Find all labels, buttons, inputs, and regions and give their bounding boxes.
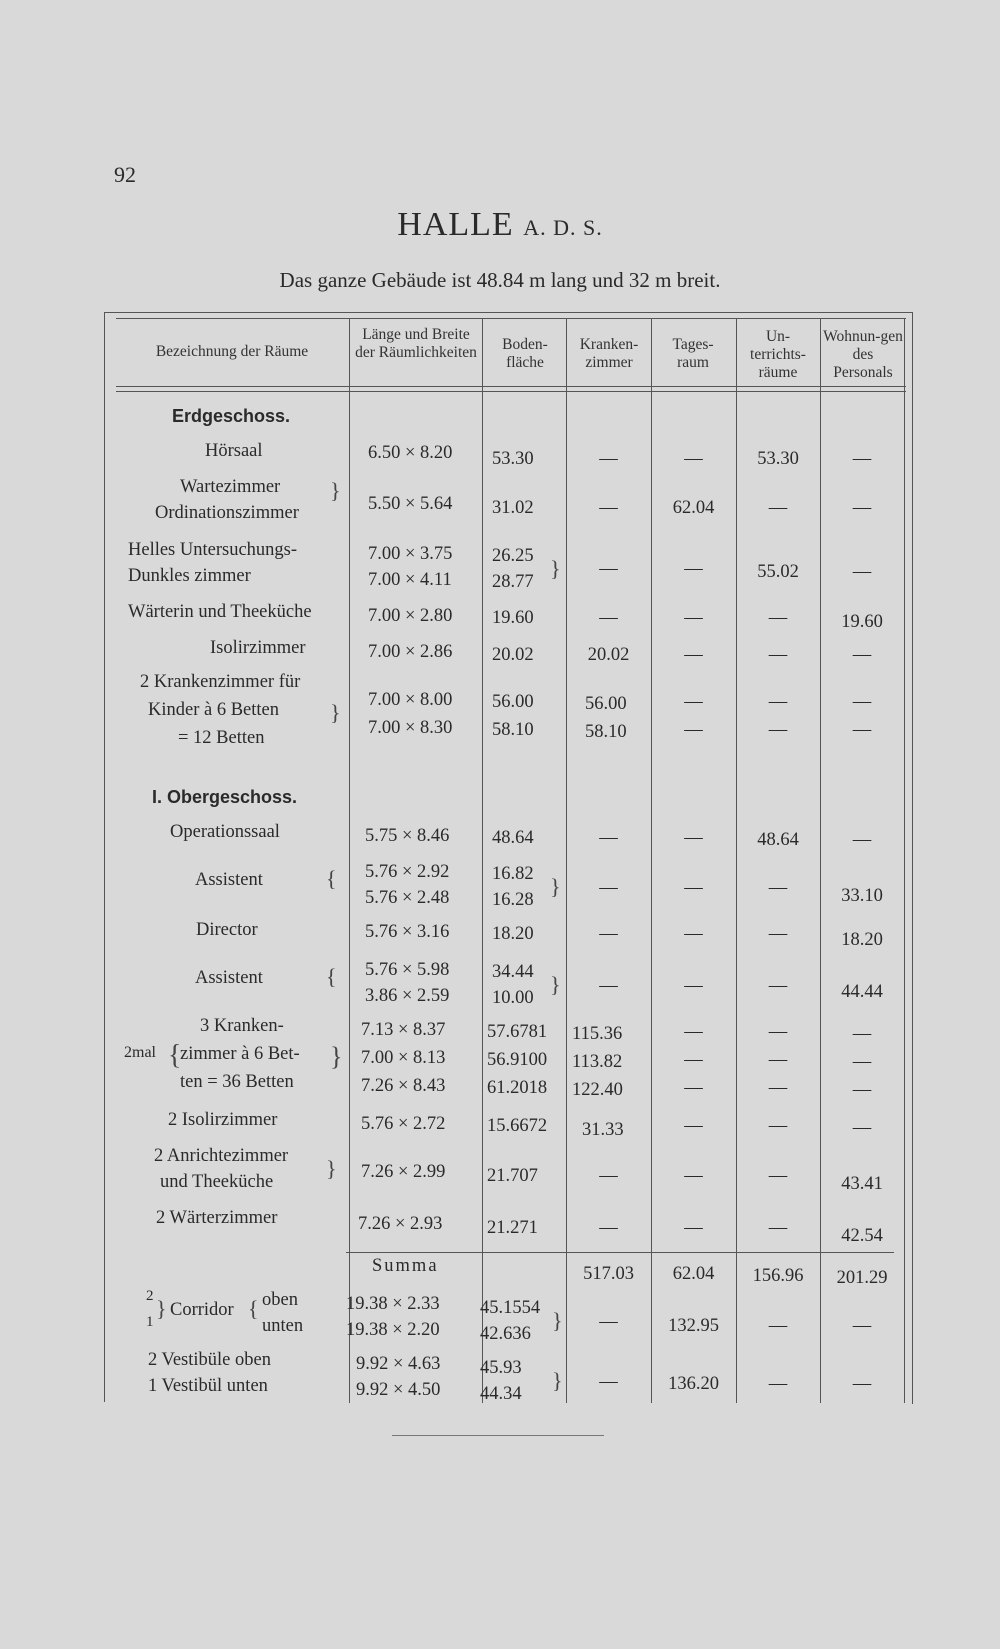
brace-icon: }: [550, 874, 561, 899]
kranken-value: —: [599, 559, 618, 579]
brace-icon: }: [330, 1042, 343, 1071]
tages-value: —: [684, 720, 703, 740]
room-area: 44.34: [480, 1384, 522, 1404]
room-name: Director: [196, 920, 258, 940]
tages-value: —: [684, 645, 703, 665]
room-name: Kinder à 6 Betten: [148, 700, 279, 720]
brace-icon: }: [552, 1308, 563, 1333]
room-name: 2 Vestibüle oben: [148, 1350, 271, 1370]
room-area: 56.9100: [487, 1050, 548, 1070]
kranken-value: 115.36: [572, 1024, 623, 1044]
room-area: 42.636: [480, 1324, 531, 1344]
tages-value: —: [684, 1078, 703, 1098]
room-dims: 5.76 × 2.48: [365, 888, 450, 908]
room-dims: 9.92 × 4.50: [356, 1380, 441, 1400]
room-name: Wärterin und Theeküche: [128, 602, 312, 622]
col-divider-3: [566, 318, 567, 1403]
room-name: Wartezimmer: [180, 477, 281, 497]
unterricht-value: —: [768, 1166, 788, 1186]
kranken-value: 31.33: [582, 1120, 624, 1140]
tages-value: —: [684, 1050, 703, 1070]
kranken-value: 122.40: [572, 1080, 623, 1100]
page-subtitle: Das ganze Gebäude ist 48.84 m lang und 32 m breit.: [279, 268, 721, 292]
wohnung-value: —: [852, 830, 872, 850]
unterricht-value: —: [768, 1050, 788, 1070]
unterricht-value: —: [768, 1078, 788, 1098]
kranken-value: 20.02: [587, 645, 630, 665]
col-divider-5: [736, 318, 737, 1403]
wohnung-value: —: [852, 1374, 872, 1394]
brace-icon: {: [326, 866, 337, 891]
bottom-divider: [392, 1435, 604, 1436]
tages-value: —: [684, 924, 703, 944]
brace-icon: }: [550, 972, 561, 997]
wohnung-value: —: [852, 1316, 872, 1336]
kranken-value: —: [599, 924, 618, 944]
room-dims: 7.26 × 2.99: [361, 1162, 446, 1182]
room-area: 28.77: [492, 572, 534, 592]
room-dims: 6.50 × 8.20: [368, 443, 453, 463]
brace-icon: {: [326, 964, 337, 989]
wohnung-value: 19.60: [841, 612, 883, 632]
room-area: 34.44: [492, 962, 534, 982]
col-divider-2: [482, 318, 483, 1403]
summa-label: Summa: [372, 1256, 439, 1276]
kranken-value: —: [599, 498, 618, 518]
room-area: 16.82: [492, 864, 534, 884]
summa-wohnung: 201.29: [836, 1268, 888, 1288]
unterricht-value: —: [768, 878, 788, 898]
brace-icon: {: [168, 1040, 182, 1071]
header-krankenzimmer: Kranken-zimmer: [579, 336, 639, 371]
wohnung-value: —: [852, 645, 872, 665]
kranken-value: 56.00: [585, 694, 627, 714]
room-area: 58.10: [492, 720, 534, 740]
room-area: 53.30: [492, 449, 534, 469]
room-dims: 7.00 × 2.80: [368, 606, 453, 626]
wohnung-value: 43.41: [841, 1174, 883, 1194]
room-name: 1 Vestibül unten: [148, 1376, 268, 1396]
room-name: und Theeküche: [160, 1172, 274, 1192]
brace-icon: }: [156, 1296, 167, 1321]
kranken-value: 58.10: [585, 722, 627, 742]
wohnung-value: —: [852, 1024, 872, 1044]
room-dims: 7.00 × 3.75: [368, 544, 453, 564]
room-name: 2 Wärterzimmer: [156, 1208, 278, 1228]
tages-value: —: [684, 1116, 703, 1136]
room-dims: 7.00 × 2.86: [368, 642, 453, 662]
unterricht-value: —: [768, 1022, 788, 1042]
brace-icon: }: [330, 478, 341, 503]
table-left-border: [104, 312, 105, 1402]
kranken-value: —: [599, 1166, 618, 1186]
corridor-sub: oben: [262, 1290, 298, 1310]
room-name: 2 Anrichtezimmer: [154, 1146, 289, 1166]
tages-value: —: [684, 878, 703, 898]
summa-kranken: 517.03: [583, 1264, 634, 1284]
room-area: 16.28: [492, 890, 534, 910]
tages-value: 136.20: [668, 1374, 719, 1394]
room-area: 18.20: [492, 924, 534, 944]
wohnung-value: 42.54: [841, 1226, 883, 1246]
kranken-value: —: [599, 878, 618, 898]
room-name: Dunkles zimmer: [128, 566, 251, 586]
brace-icon: }: [330, 700, 341, 725]
room-dims: 19.38 × 2.20: [346, 1320, 440, 1340]
room-area: 21.707: [487, 1166, 538, 1186]
kranken-value: —: [599, 608, 618, 628]
room-dims: 5.76 × 3.16: [365, 922, 450, 942]
header-bodenflaeche: Boden-fläche: [502, 336, 548, 371]
room-dims: 5.76 × 2.72: [361, 1114, 446, 1134]
room-name: Ordinationszimmer: [155, 503, 299, 523]
kranken-value: —: [599, 976, 618, 996]
col-divider-1: [349, 318, 350, 1403]
room-area: 20.02: [492, 645, 534, 665]
brace-icon: }: [326, 1156, 337, 1181]
room-area: 61.2018: [487, 1078, 548, 1098]
tages-value: —: [684, 608, 703, 628]
room-dims: 5.76 × 5.98: [365, 960, 450, 980]
wohnung-value: 33.10: [841, 886, 883, 906]
brace-icon: }: [552, 1368, 563, 1393]
kranken-value: 113.82: [572, 1052, 623, 1072]
corridor-label: Corridor: [170, 1300, 234, 1320]
tages-value: —: [684, 1166, 703, 1186]
section-erdgeschoss: Erdgeschoss.: [172, 406, 291, 426]
corridor-count: 1: [146, 1314, 154, 1330]
table-top-rule: [104, 312, 912, 313]
kranken-value: —: [599, 828, 618, 848]
room-name: 2 Isolirzimmer: [168, 1110, 278, 1130]
room-dims: 7.00 × 8.13: [361, 1048, 446, 1068]
unterricht-value: —: [768, 720, 788, 740]
title-suffix: A. D. S.: [523, 215, 603, 240]
unterricht-value: —: [768, 924, 788, 944]
room-name: Assistent: [195, 968, 263, 988]
room-dims: 7.00 × 8.00: [368, 690, 453, 710]
room-name: zimmer à 6 Bet-: [180, 1044, 300, 1064]
unterricht-value: 53.30: [757, 449, 799, 469]
header-unterrichtsraeume: Un-terrichts-räume: [750, 328, 806, 381]
room-name: 2 Krankenzimmer für: [140, 672, 301, 692]
header-bottom-rule: [116, 386, 906, 387]
room-area: 19.60: [492, 608, 534, 628]
room-name: 3 Kranken-: [200, 1016, 284, 1036]
tages-value: —: [684, 828, 703, 848]
wohnung-value: —: [852, 1052, 872, 1072]
unterricht-value: —: [768, 1116, 788, 1136]
wohnung-value: 44.44: [841, 982, 883, 1002]
header-tagesraum: Tages-raum: [672, 336, 714, 371]
room-area: 21.271: [487, 1218, 538, 1238]
room-dims: 9.92 × 4.63: [356, 1354, 441, 1374]
unterricht-value: —: [768, 645, 788, 665]
summa-unterricht: 156.96: [752, 1266, 804, 1286]
room-dims: 7.26 × 8.43: [361, 1076, 446, 1096]
room-dims: 5.76 × 2.92: [365, 862, 450, 882]
room-dims: 5.50 × 5.64: [368, 494, 453, 514]
tages-value: —: [684, 449, 703, 469]
tages-value: —: [684, 1218, 703, 1238]
room-dims: 7.26 × 2.93: [358, 1214, 443, 1234]
room-name: Helles Untersuchungs-: [128, 540, 298, 560]
room-area: 45.93: [480, 1358, 522, 1378]
room-name: Hörsaal: [205, 441, 263, 461]
unterricht-value: 48.64: [757, 830, 799, 850]
unterricht-value: —: [768, 976, 788, 996]
room-area: 26.25: [492, 546, 534, 566]
room-area: 15.6672: [487, 1116, 548, 1136]
tages-value: —: [684, 559, 703, 579]
wohnung-value: —: [852, 498, 872, 518]
room-area: 56.00: [492, 692, 534, 712]
room-dims: 7.00 × 8.30: [368, 718, 453, 738]
room-dims: 5.75 × 8.46: [365, 826, 450, 846]
room-name: Isolirzimmer: [210, 638, 306, 658]
wohnung-value: —: [852, 720, 872, 740]
room-area: 10.00: [492, 988, 534, 1008]
header-laenge-breite: Länge und Breite der Räumlichkeiten: [355, 326, 477, 361]
tages-value: 132.95: [668, 1316, 719, 1336]
tages-value: —: [684, 692, 703, 712]
brace-icon: }: [550, 556, 561, 581]
corridor-count: 2: [146, 1288, 154, 1304]
tages-value: 62.04: [672, 498, 715, 518]
wohnung-value: —: [852, 1080, 872, 1100]
kranken-value: —: [599, 449, 618, 469]
unterricht-value: —: [768, 608, 788, 628]
brace-icon: {: [248, 1296, 259, 1321]
col-divider-4: [651, 318, 652, 1403]
room-name: Operationssaal: [170, 822, 280, 842]
unterricht-value: —: [768, 498, 788, 518]
room-area: 57.6781: [487, 1022, 548, 1042]
room-area: 45.1554: [480, 1298, 541, 1318]
room-dims: 7.13 × 8.37: [361, 1020, 446, 1040]
header-bezeichnung: Bezeichnung der Räume: [155, 343, 309, 360]
header-bottom-rule-2: [116, 391, 906, 392]
kranken-value: —: [599, 1312, 618, 1332]
room-area: 31.02: [492, 498, 534, 518]
table-right-border: [912, 312, 913, 1404]
unterricht-value: —: [768, 1374, 788, 1394]
table-top-rule-2: [116, 318, 906, 319]
wohnung-value: —: [852, 1118, 872, 1138]
room-area: 48.64: [492, 828, 534, 848]
unterricht-value: —: [768, 1218, 788, 1238]
unterricht-value: 55.02: [757, 562, 799, 582]
room-name: ten = 36 Betten: [180, 1072, 294, 1092]
wohnung-value: —: [852, 449, 872, 469]
summa-rule: [346, 1252, 894, 1253]
unterricht-value: —: [768, 692, 788, 712]
page-number: 92: [114, 162, 136, 187]
room-dims: 3.86 × 2.59: [365, 986, 450, 1006]
room-prefix: 2mal: [124, 1044, 156, 1061]
wohnung-value: —: [852, 562, 872, 582]
tages-value: —: [684, 976, 703, 996]
kranken-value: —: [599, 1372, 618, 1392]
kranken-value: —: [599, 1218, 618, 1238]
wohnung-value: —: [852, 692, 872, 712]
room-name: = 12 Betten: [178, 728, 265, 748]
page-title: [0, 206, 1000, 244]
summa-tages: 62.04: [672, 1264, 715, 1284]
unterricht-value: —: [768, 1316, 788, 1336]
col-divider-7: [904, 318, 905, 1403]
room-name: Assistent: [195, 870, 263, 890]
title-main: HALLE: [397, 206, 514, 243]
wohnung-value: 18.20: [841, 930, 883, 950]
room-dims: 7.00 × 4.11: [368, 570, 452, 590]
room-dims: 19.38 × 2.33: [346, 1294, 440, 1314]
header-wohnungen: Wohnun-gen des Personals: [823, 328, 903, 381]
corridor-sub: unten: [262, 1316, 304, 1336]
tages-value: —: [684, 1022, 703, 1042]
section-obergeschoss: I. Obergeschoss.: [152, 787, 298, 807]
